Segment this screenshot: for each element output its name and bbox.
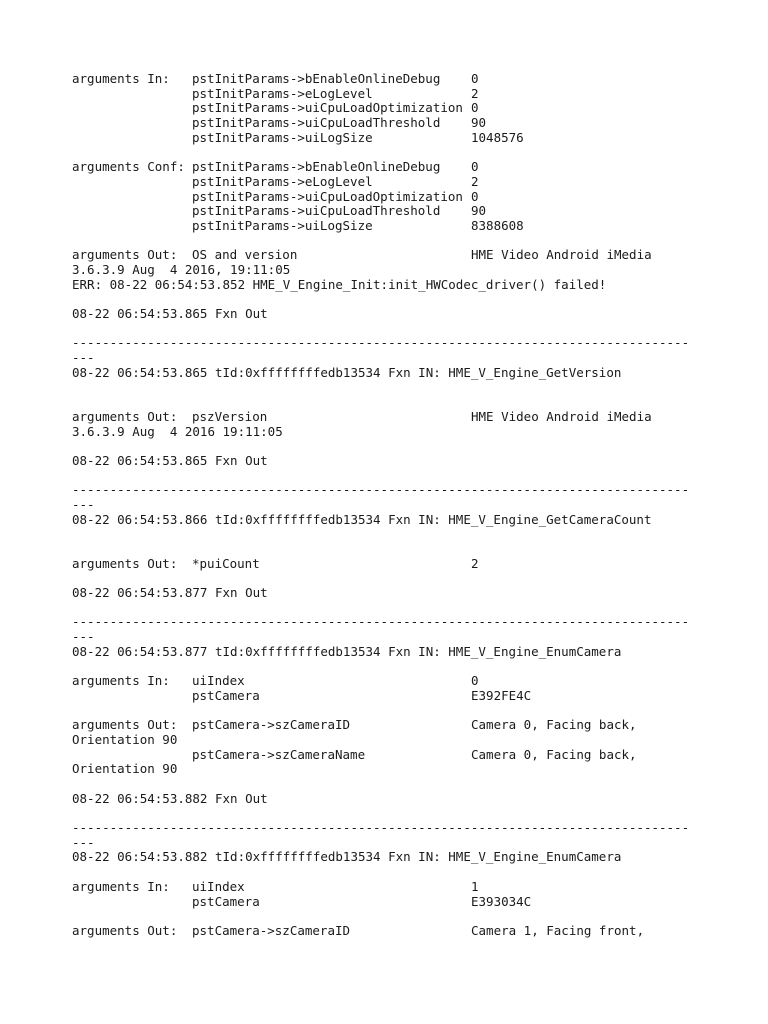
parameter-name: pstCamera->szCameraID xyxy=(192,922,351,938)
log-line: 08-22 06:54:53.877 Fxn Out xyxy=(72,585,268,601)
parameter-value: 90 xyxy=(471,203,487,219)
parameter-value: Camera 0, Facing back, xyxy=(471,717,637,733)
parameter-name: pstCamera xyxy=(192,893,260,909)
parameter-value: E392FE4C xyxy=(471,687,532,703)
parameter-value: Camera 0, Facing back, xyxy=(471,746,637,762)
log-line: 08-22 06:54:53.882 tId:0xffffffffedb13534 Fxn IN: HME_V_Engine_EnumCamera xyxy=(72,849,622,865)
argument-row xyxy=(72,689,698,704)
blank-line xyxy=(72,527,698,542)
argument-row xyxy=(72,895,698,910)
blank-line xyxy=(72,660,698,675)
parameter-value: 0 xyxy=(471,159,479,175)
argument-row xyxy=(72,101,698,116)
parameter-value: 2 xyxy=(471,85,479,101)
parameter-name: pstInitParams->eLogLevel xyxy=(192,85,373,101)
log-line: Orientation 90 xyxy=(72,761,178,777)
parameter-name: pstCamera->szCameraID xyxy=(192,717,351,733)
blank-line xyxy=(72,909,698,924)
parameter-name: *puiCount xyxy=(192,555,260,571)
log-line: ERR: 08-22 06:54:53.852 HME_V_Engine_Init:init_HWCodec_driver() failed! xyxy=(72,276,607,292)
blank-line xyxy=(72,571,698,586)
separator-line: --- xyxy=(72,835,95,850)
argument-row xyxy=(72,131,698,146)
argument-row xyxy=(72,248,698,263)
argument-row xyxy=(72,557,698,572)
argument-row xyxy=(72,718,698,733)
argument-row xyxy=(72,116,698,131)
argument-label: arguments In: xyxy=(72,71,170,86)
argument-row xyxy=(72,674,698,689)
argument-label: arguments Out: xyxy=(72,408,178,424)
parameter-name: pstCamera xyxy=(192,687,260,703)
parameter-value: E393034C xyxy=(471,893,532,909)
parameter-value: 2 xyxy=(471,555,479,571)
argument-row xyxy=(72,160,698,175)
parameter-name: pstInitParams->uiCpuLoadOptimization xyxy=(192,100,463,116)
parameter-name: pstInitParams->bEnableOnlineDebug xyxy=(192,159,441,175)
separator-line: --- xyxy=(72,497,95,512)
parameter-name: pstInitParams->bEnableOnlineDebug xyxy=(192,71,441,86)
separator-line: ---------------------------------------------------------------------------------- xyxy=(72,483,690,498)
parameter-value: 2 xyxy=(471,173,479,189)
parameter-name: uiIndex xyxy=(192,673,245,689)
parameter-value: 0 xyxy=(471,188,479,204)
parameter-name: pstInitParams->eLogLevel xyxy=(192,173,373,189)
parameter-name: pstInitParams->uiCpuLoadThreshold xyxy=(192,115,441,131)
blank-line xyxy=(72,542,698,557)
blank-line xyxy=(72,322,698,337)
blank-line xyxy=(72,469,698,484)
blank-line xyxy=(72,439,698,454)
separator-line: --- xyxy=(72,351,95,366)
parameter-value: HME Video Android iMedia xyxy=(471,408,652,424)
blank-line xyxy=(72,704,698,719)
parameter-name: pstInitParams->uiLogSize xyxy=(192,217,373,233)
parameter-name: pstInitParams->uiCpuLoadThreshold xyxy=(192,203,441,219)
argument-row xyxy=(72,204,698,219)
argument-row xyxy=(72,924,698,939)
parameter-name: pstInitParams->uiCpuLoadOptimization xyxy=(192,188,463,204)
argument-label: arguments Out: xyxy=(72,555,178,571)
argument-row xyxy=(72,880,698,895)
blank-line xyxy=(72,806,698,821)
argument-row xyxy=(72,72,698,87)
argument-label: arguments In: xyxy=(72,673,170,689)
argument-row xyxy=(72,175,698,190)
parameter-name: pstInitParams->uiLogSize xyxy=(192,129,373,145)
blank-line xyxy=(72,380,698,395)
parameter-value: 90 xyxy=(471,115,487,131)
parameter-value: 0 xyxy=(471,673,479,689)
argument-label: arguments Out: xyxy=(72,717,178,733)
argument-row xyxy=(72,219,698,234)
log-line: 08-22 06:54:53.865 Fxn Out xyxy=(72,306,268,321)
argument-row xyxy=(72,410,698,425)
parameter-name: pszVersion xyxy=(192,408,268,424)
parameter-value: 0 xyxy=(471,71,479,86)
separator-line: ---------------------------------------------------------------------------------- xyxy=(72,821,690,836)
parameter-name: pstCamera->szCameraName xyxy=(192,746,366,762)
blank-line xyxy=(72,145,698,160)
log-line: 08-22 06:54:53.866 tId:0xffffffffedb13534 Fxn IN: HME_V_Engine_GetCameraCount xyxy=(72,511,652,527)
parameter-value: 8388608 xyxy=(471,217,524,233)
log-document xyxy=(72,72,698,939)
blank-line xyxy=(72,292,698,307)
log-line: 08-22 06:54:53.877 tId:0xffffffffedb13534 Fxn IN: HME_V_Engine_EnumCamera xyxy=(72,643,622,659)
separator-line: --- xyxy=(72,630,95,645)
parameter-value: HME Video Android iMedia xyxy=(471,247,652,263)
argument-row xyxy=(72,748,698,763)
parameter-name: OS and version xyxy=(192,247,298,263)
log-line: 3.6.3.9 Aug 4 2016, 19:11:05 xyxy=(72,261,291,277)
log-line: Orientation 90 xyxy=(72,731,178,747)
blank-line xyxy=(72,234,698,249)
parameter-value: Camera 1, Facing front, xyxy=(471,922,645,938)
log-line: 08-22 06:54:53.865 tId:0xffffffffedb13534 Fxn IN: HME_V_Engine_GetVersion xyxy=(72,364,622,380)
argument-label: arguments Conf: xyxy=(72,159,185,175)
blank-line xyxy=(72,777,698,792)
argument-row xyxy=(72,87,698,102)
blank-line xyxy=(72,601,698,616)
parameter-name: uiIndex xyxy=(192,878,245,894)
blank-line xyxy=(72,865,698,880)
parameter-value: 0 xyxy=(471,100,479,116)
log-line: 3.6.3.9 Aug 4 2016 19:11:05 xyxy=(72,423,283,439)
parameter-value: 1 xyxy=(471,878,479,894)
separator-line: ---------------------------------------------------------------------------------- xyxy=(72,615,690,630)
argument-row xyxy=(72,190,698,205)
blank-line xyxy=(72,395,698,410)
log-line: 08-22 06:54:53.882 Fxn Out xyxy=(72,790,268,806)
log-line: 08-22 06:54:53.865 Fxn Out xyxy=(72,452,268,468)
argument-label: arguments Out: xyxy=(72,922,178,938)
argument-label: arguments Out: xyxy=(72,247,178,263)
parameter-value: 1048576 xyxy=(471,129,524,145)
argument-label: arguments In: xyxy=(72,878,170,894)
separator-line: ---------------------------------------------------------------------------------- xyxy=(72,336,690,351)
